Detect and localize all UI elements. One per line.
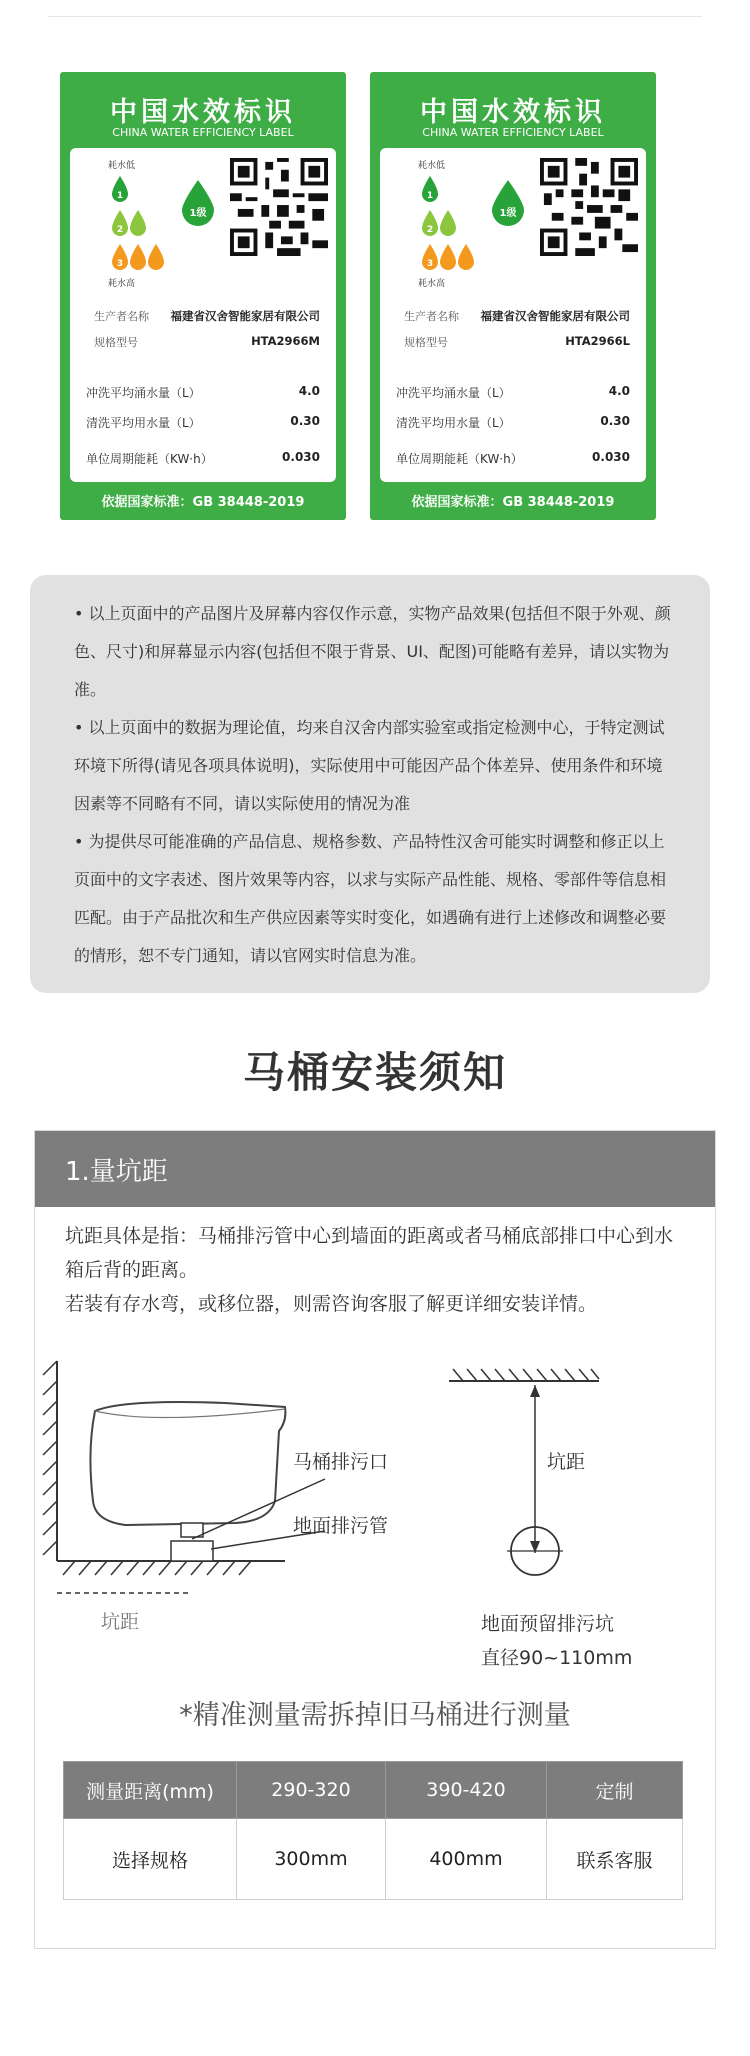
svg-text:3: 3 xyxy=(426,259,434,269)
maker-label: 生产者名称 xyxy=(94,310,149,323)
model-value: HTA2966M xyxy=(251,334,320,348)
top-divider xyxy=(48,16,702,17)
svg-text:1: 1 xyxy=(116,191,124,201)
metric-row xyxy=(396,414,630,431)
spec-table xyxy=(63,1761,683,1900)
label-metrics-panel xyxy=(380,364,646,482)
metric-row xyxy=(86,450,320,467)
metric-value: 0.30 xyxy=(290,414,320,428)
model-value: HTA2966L xyxy=(565,334,630,348)
table-cell: 选择规格 xyxy=(64,1819,237,1900)
metric-row xyxy=(396,450,630,467)
label-subtitle: CHINA WATER EFFICIENCY LABEL xyxy=(112,126,294,139)
table-header-cell: 390-420 xyxy=(386,1762,547,1819)
label-title: 中国水效标识 xyxy=(420,97,606,128)
hole-diameter-label: 直径90~110mm xyxy=(481,1647,633,1669)
qr-code-icon xyxy=(230,158,328,256)
qr-code-icon xyxy=(540,158,638,256)
description-line-1: 坑距具体是指：马桶排污管中心到墙面的距离或者马桶底部排口中心到水箱后背的距离。 xyxy=(65,1225,674,1281)
install-step-card xyxy=(34,1130,716,1949)
metric-row xyxy=(86,384,320,401)
metric-value: 0.30 xyxy=(600,414,630,428)
grade-1-drop-icon xyxy=(490,178,526,228)
model-label: 规格型号 xyxy=(94,336,138,349)
svg-text:1: 1 xyxy=(426,191,434,201)
grade-high-text: 耗水高 xyxy=(418,279,446,289)
grade-high-text: 耗水高 xyxy=(108,279,136,289)
step-description xyxy=(65,1219,685,1321)
metric-label: 清洗平均用水量（L） xyxy=(396,416,511,430)
label-metrics-panel xyxy=(70,364,336,482)
disclaimer-paragraph: • 以上页面中的产品图片及屏幕内容仅作示意，实物产品效果(包括但不限于外观、颜色、尺寸)和屏幕显示内容(包括但不限于背景、UI、配图)可能略有差异，请以实物为准。 xyxy=(74,604,671,699)
maker-label: 生产者名称 xyxy=(404,310,459,323)
model-label: 规格型号 xyxy=(404,336,448,349)
water-efficiency-label-2 xyxy=(370,72,656,520)
grade-low-text: 耗水低 xyxy=(108,161,136,171)
maker-value: 福建省汉舍智能家居有限公司 xyxy=(170,309,320,323)
maker-value: 福建省汉舍智能家居有限公司 xyxy=(480,309,630,323)
metric-label: 清洗平均用水量（L） xyxy=(86,416,201,430)
step-header xyxy=(35,1131,715,1207)
table-header-cell: 测量距离(mm) xyxy=(64,1762,237,1819)
metric-label: 冲洗平均涌水量（L） xyxy=(396,386,511,400)
metric-label: 冲洗平均涌水量（L） xyxy=(86,386,201,400)
outlet-label: 马桶排污口 xyxy=(293,1451,389,1473)
metric-value: 0.030 xyxy=(282,450,320,464)
label-subtitle: CHINA WATER EFFICIENCY LABEL xyxy=(422,126,604,139)
maker-row xyxy=(404,308,630,324)
table-row xyxy=(64,1819,683,1900)
label-standard-footer: 依据国家标准：GB 38448-2019 xyxy=(411,495,615,510)
table-cell: 300mm xyxy=(237,1819,386,1900)
disclaimer-box xyxy=(30,575,710,993)
metric-value: 4.0 xyxy=(608,384,630,398)
svg-text:2: 2 xyxy=(426,225,434,235)
model-row xyxy=(404,334,630,350)
maker-row xyxy=(94,308,320,324)
pit-distance-left-label: 坑距 xyxy=(101,1611,140,1633)
metric-row xyxy=(86,414,320,431)
label-standard-footer: 依据国家标准：GB 38448-2019 xyxy=(101,495,305,510)
svg-text:3: 3 xyxy=(116,259,124,269)
step-title: 1.量坑距 xyxy=(65,1157,168,1187)
table-header-cell: 定制 xyxy=(547,1762,683,1819)
svg-text:1级: 1级 xyxy=(499,208,517,219)
table-header-row xyxy=(64,1762,683,1819)
section-title: 马桶安装须知 xyxy=(242,1048,507,1097)
grade-drops-icon xyxy=(108,172,168,272)
metric-value: 4.0 xyxy=(298,384,320,398)
model-row xyxy=(94,334,320,350)
table-cell: 联系客服 xyxy=(547,1819,683,1900)
disclaimer-paragraph: • 为提供尽可能准确的产品信息、规格参数、产品特性汉舍可能实时调整和修正以上页面中的文字表述、图片效果等内容，以求与实际产品性能、规格、零部件等信息相匹配。由于产品批次和生产供应因素等实时变化，如遇确有进行上述修改和调整必要的情形，恕不专门通知，请以官网实时信息为准。 xyxy=(74,832,667,965)
svg-text:1级: 1级 xyxy=(189,208,207,219)
svg-text:2: 2 xyxy=(116,225,124,235)
metric-label: 单位周期能耗（KW·h） xyxy=(86,452,213,466)
hole-title-label: 地面预留排污坑 xyxy=(481,1613,615,1635)
disclaimer-paragraph: • 以上页面中的数据为理论值，均来自汉舍内部实验室或指定检测中心，于特定测试环境下所得(请见各项具体说明)，实际使用中可能因产品个体差异、使用条件和环境因素等不同略有不同，请以实际使用的情况为准 xyxy=(74,718,665,813)
label-title: 中国水效标识 xyxy=(110,97,296,128)
water-efficiency-label-1 xyxy=(60,72,346,520)
grade-1-drop-icon xyxy=(180,178,216,228)
metric-row xyxy=(396,384,630,401)
description-line-2: 若装有存水弯，或移位器，则需咨询客服了解更详细安装详情。 xyxy=(65,1293,598,1315)
table-cell: 400mm xyxy=(386,1819,547,1900)
table-header-cell: 290-320 xyxy=(237,1762,386,1819)
metric-value: 0.030 xyxy=(592,450,630,464)
floor-pipe-label: 地面排污管 xyxy=(293,1515,389,1537)
metric-label: 单位周期能耗（KW·h） xyxy=(396,452,523,466)
grade-low-text: 耗水低 xyxy=(418,161,446,171)
grade-drops-icon xyxy=(418,172,478,272)
pit-distance-right-label: 坑距 xyxy=(547,1451,586,1473)
measure-note: *精准测量需拆掉旧马桶进行测量 xyxy=(179,1700,571,1731)
